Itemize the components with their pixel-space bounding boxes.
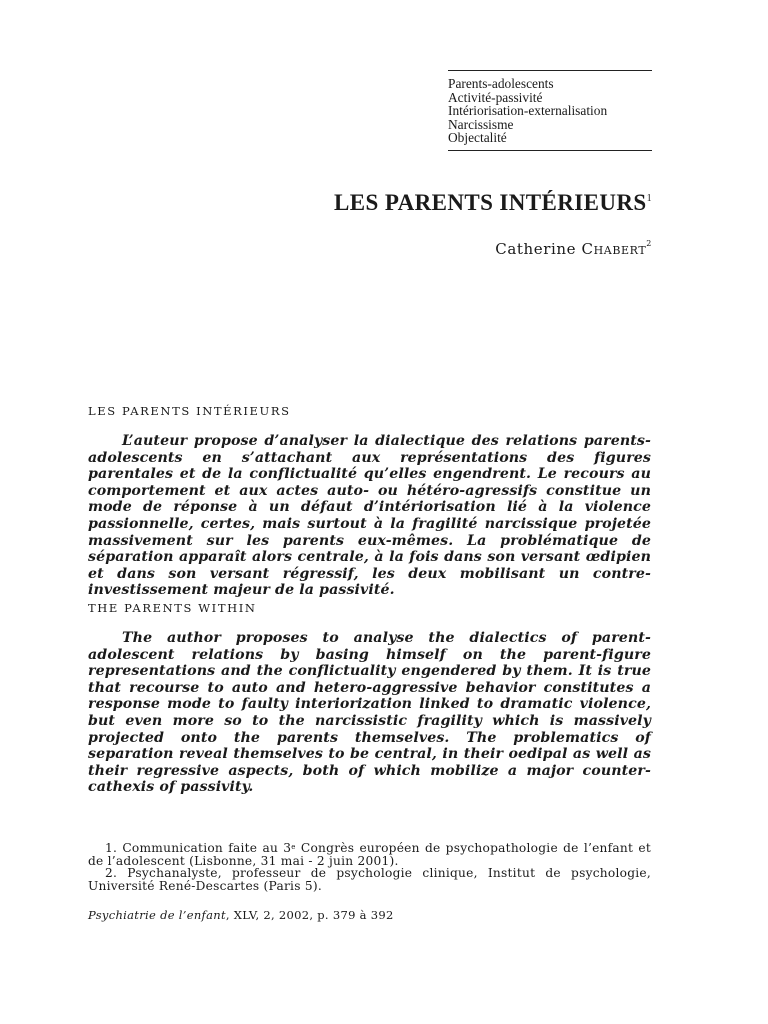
- journal-citation: [88, 908, 394, 922]
- keyword: Parents-adolescents: [448, 76, 554, 91]
- author-line: [495, 240, 652, 258]
- footnote-1-text-cont: Congrès européen de psychopathologie de l’enfant et de l’adolescent (Lisbonne, 31 mai - 2 juin 2001).: [88, 841, 651, 868]
- keyword: Intériorisation-externalisation: [448, 103, 608, 118]
- keyword: Activité-passivité: [448, 89, 543, 105]
- footnote-2: [88, 867, 651, 892]
- abstract-en-heading: THE PARENTS WITHIN: [88, 601, 257, 615]
- journal-name: Psychiatrie de l’enfant: [88, 908, 226, 922]
- footnote-1-superscript: e: [291, 843, 296, 851]
- footnote-1: [88, 842, 651, 867]
- keyword: Objectalité: [448, 130, 507, 145]
- author-first-name: Catherine: [495, 240, 577, 258]
- abstract-fr-heading: LES PARENTS INTÉRIEURS: [88, 404, 291, 418]
- author-footnote-ref: 2: [646, 239, 652, 248]
- abstract-en-body: The author proposes to analyse the dialectics of parent-adolescent relations by basing himself on the parent-figure representations and the conflictuality engendered by them. It is true that recourse to auto and hetero-aggressive behavior constitutes a response mode to faulty interiorization linked to dramatic violence, but even more so to the narcissistic fragility which is massively projected onto the parents themselves. The problematics of separation reveal themselves to be central, in their oedipal as well as their regressive aspects, both of which mobilize a major counter-cathexis of passivity.: [88, 630, 651, 796]
- article-title: [334, 190, 652, 216]
- keywords-box: [448, 70, 652, 151]
- author-last-name: Chabert: [581, 240, 647, 258]
- footnote-2-text: 2. Psychanalyste, professeur de psychologie clinique, Institut de psychologie, Université René-Descartes (Paris 5).: [88, 866, 651, 893]
- footnotes: [88, 842, 651, 892]
- footnote-1-text: 1. Communication faite au 3: [105, 841, 292, 855]
- title-text: LES PARENTS INTÉRIEURS: [334, 190, 647, 215]
- title-footnote-ref: 1: [646, 193, 652, 204]
- keyword: Narcissisme: [448, 116, 514, 132]
- citation-details: , XLV, 2, 2002, p. 379 à 392: [225, 908, 394, 922]
- abstract-fr-body: L’auteur propose d’analyser la dialectique des relations parents-adolescents en s’attachant aux représentations des figures parentales et de la conflictualité qu’elles engendrent. Le recours au comportement et aux actes auto- ou hétéro-agressifs constitue un mode de réponse à un défaut d’intériorisation lié à la violence passionnelle, certes, mais surtout à la fragilité narcissique projetée massivement sur les parents eux-mêmes. La problématique de séparation apparaît alors centrale, à la fois dans son versant œdipien et dans son versant régressif, les deux mobilisant un contre-investissement majeur de la passivité.: [88, 433, 651, 599]
